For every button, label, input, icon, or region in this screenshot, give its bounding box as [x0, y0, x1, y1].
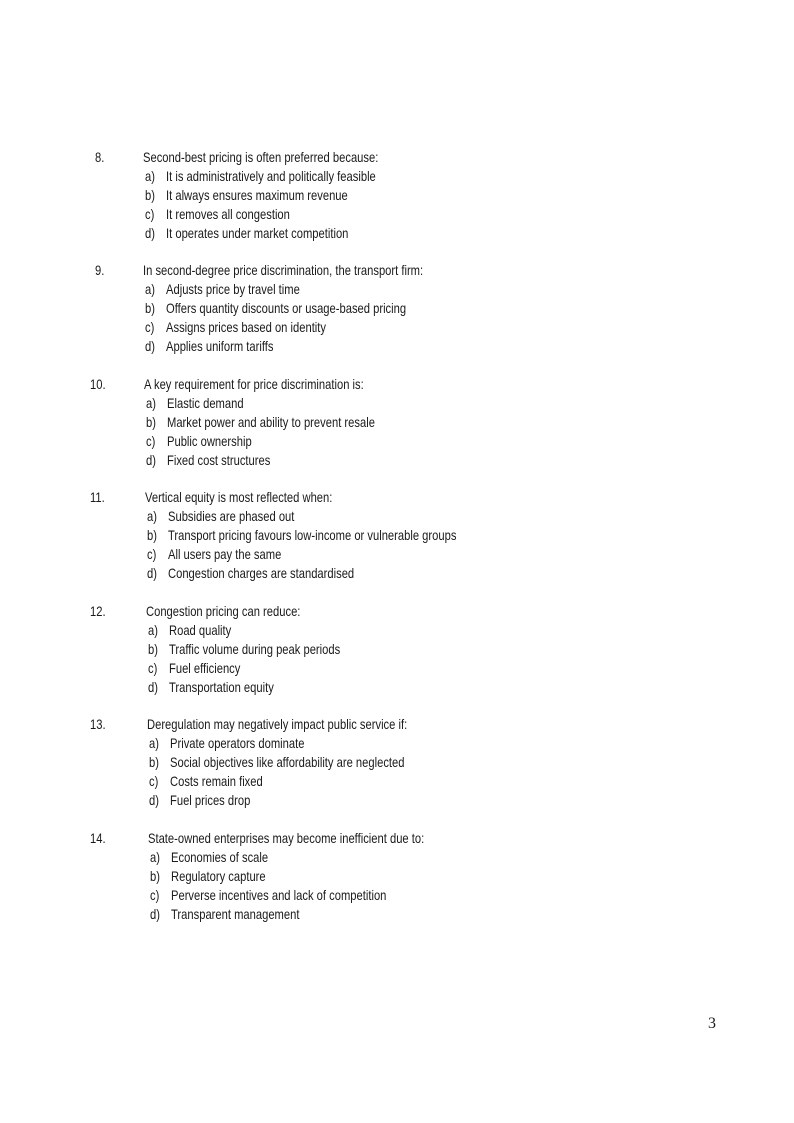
option-letter: d)	[148, 679, 158, 695]
answer-option	[0, 394, 794, 413]
option-text: Public ownership	[167, 433, 252, 449]
option-letter: a)	[149, 735, 159, 751]
option-text: It always ensures maximum revenue	[166, 187, 348, 203]
option-text: Private operators dominate	[170, 735, 305, 751]
option-letter: b)	[145, 300, 155, 316]
option-letter: c)	[145, 319, 155, 335]
option-text: Economies of scale	[171, 849, 269, 865]
option-text: Offers quantity discounts or usage-based pricing	[166, 300, 407, 316]
answer-option	[0, 318, 794, 337]
question-number: 13.	[90, 716, 106, 732]
option-text: Applies uniform tariffs	[166, 338, 274, 354]
option-letter: d)	[145, 225, 155, 241]
option-letter: d)	[147, 565, 157, 581]
question-stem: Congestion pricing can reduce:	[146, 603, 301, 619]
option-letter: c)	[147, 546, 157, 562]
answer-option	[0, 772, 794, 791]
answer-option	[0, 186, 794, 205]
option-letter: d)	[146, 452, 156, 468]
option-letter: d)	[149, 792, 159, 808]
answer-option	[0, 564, 794, 583]
answer-option	[0, 299, 794, 318]
answer-option	[0, 205, 794, 224]
question-stem: State-owned enterprises may become inefficient due to:	[148, 830, 425, 846]
question-10	[0, 375, 794, 470]
option-letter: d)	[145, 338, 155, 354]
question-11	[0, 488, 794, 583]
option-text: It removes all congestion	[166, 206, 290, 222]
option-text: Adjusts price by travel time	[166, 281, 300, 297]
question-8	[0, 148, 794, 243]
answer-option	[0, 337, 794, 356]
option-letter: b)	[145, 187, 155, 203]
question-12	[0, 602, 794, 697]
option-text: Subsidies are phased out	[168, 508, 295, 524]
option-text: Costs remain fixed	[170, 773, 263, 789]
option-text: Transportation equity	[169, 679, 274, 695]
answer-option	[0, 507, 794, 526]
option-text: It operates under market competition	[166, 225, 349, 241]
question-number: 9.	[95, 262, 105, 278]
option-letter: a)	[145, 168, 155, 184]
option-letter: a)	[145, 281, 155, 297]
question-number: 14.	[90, 830, 106, 846]
option-text: It is administratively and politically feasible	[166, 168, 376, 184]
question-number: 11.	[90, 489, 105, 505]
answer-option	[0, 640, 794, 659]
question-13	[0, 715, 794, 810]
answer-option	[0, 678, 794, 697]
option-letter: c)	[145, 206, 155, 222]
answer-option	[0, 621, 794, 640]
option-text: Regulatory capture	[171, 868, 266, 884]
option-text: Fuel prices drop	[170, 792, 251, 808]
answer-option	[0, 753, 794, 772]
option-text: Congestion charges are standardised	[168, 565, 355, 581]
page-number: 3	[708, 1015, 716, 1032]
answer-option	[0, 545, 794, 564]
question-number: 10.	[90, 376, 106, 392]
question-14	[0, 829, 794, 924]
option-letter: b)	[147, 527, 157, 543]
question-number: 12.	[90, 603, 106, 619]
question-stem: A key requirement for price discrimination is:	[144, 376, 364, 392]
option-letter: c)	[150, 887, 160, 903]
option-text: Perverse incentives and lack of competition	[171, 887, 387, 903]
option-letter: c)	[146, 433, 156, 449]
option-letter: a)	[146, 395, 156, 411]
question-stem: Second-best pricing is often preferred because:	[143, 149, 379, 165]
question-stem: Vertical equity is most reflected when:	[145, 489, 333, 505]
option-letter: b)	[148, 641, 158, 657]
answer-option	[0, 526, 794, 545]
answer-option	[0, 224, 794, 243]
option-text: Transport pricing favours low-income or vulnerable groups	[168, 527, 457, 543]
option-letter: a)	[150, 849, 160, 865]
option-text: All users pay the same	[168, 546, 282, 562]
answer-option	[0, 413, 794, 432]
answer-option	[0, 848, 794, 867]
option-text: Elastic demand	[167, 395, 244, 411]
option-text: Fuel efficiency	[169, 660, 241, 676]
question-stem: Deregulation may negatively impact public service if:	[147, 716, 408, 732]
answer-option	[0, 791, 794, 810]
option-letter: b)	[149, 754, 159, 770]
answer-option	[0, 734, 794, 753]
option-letter: a)	[148, 622, 158, 638]
question-stem: In second-degree price discrimination, the transport firm:	[143, 262, 424, 278]
question-9	[0, 261, 794, 356]
question-number: 8.	[95, 149, 105, 165]
option-text: Transparent management	[171, 906, 300, 922]
answer-option	[0, 280, 794, 299]
answer-option	[0, 886, 794, 905]
answer-option	[0, 659, 794, 678]
option-letter: c)	[148, 660, 158, 676]
option-letter: b)	[150, 868, 160, 884]
option-letter: d)	[150, 906, 160, 922]
answer-option	[0, 432, 794, 451]
option-text: Market power and ability to prevent resale	[167, 414, 375, 430]
answer-option	[0, 167, 794, 186]
option-text: Traffic volume during peak periods	[169, 641, 341, 657]
option-text: Social objectives like affordability are neglected	[170, 754, 405, 770]
answer-option	[0, 905, 794, 924]
answer-option	[0, 867, 794, 886]
option-text: Road quality	[169, 622, 232, 638]
option-letter: c)	[149, 773, 159, 789]
option-text: Fixed cost structures	[167, 452, 271, 468]
option-letter: b)	[146, 414, 156, 430]
option-text: Assigns prices based on identity	[166, 319, 326, 335]
answer-option	[0, 451, 794, 470]
option-letter: a)	[147, 508, 157, 524]
